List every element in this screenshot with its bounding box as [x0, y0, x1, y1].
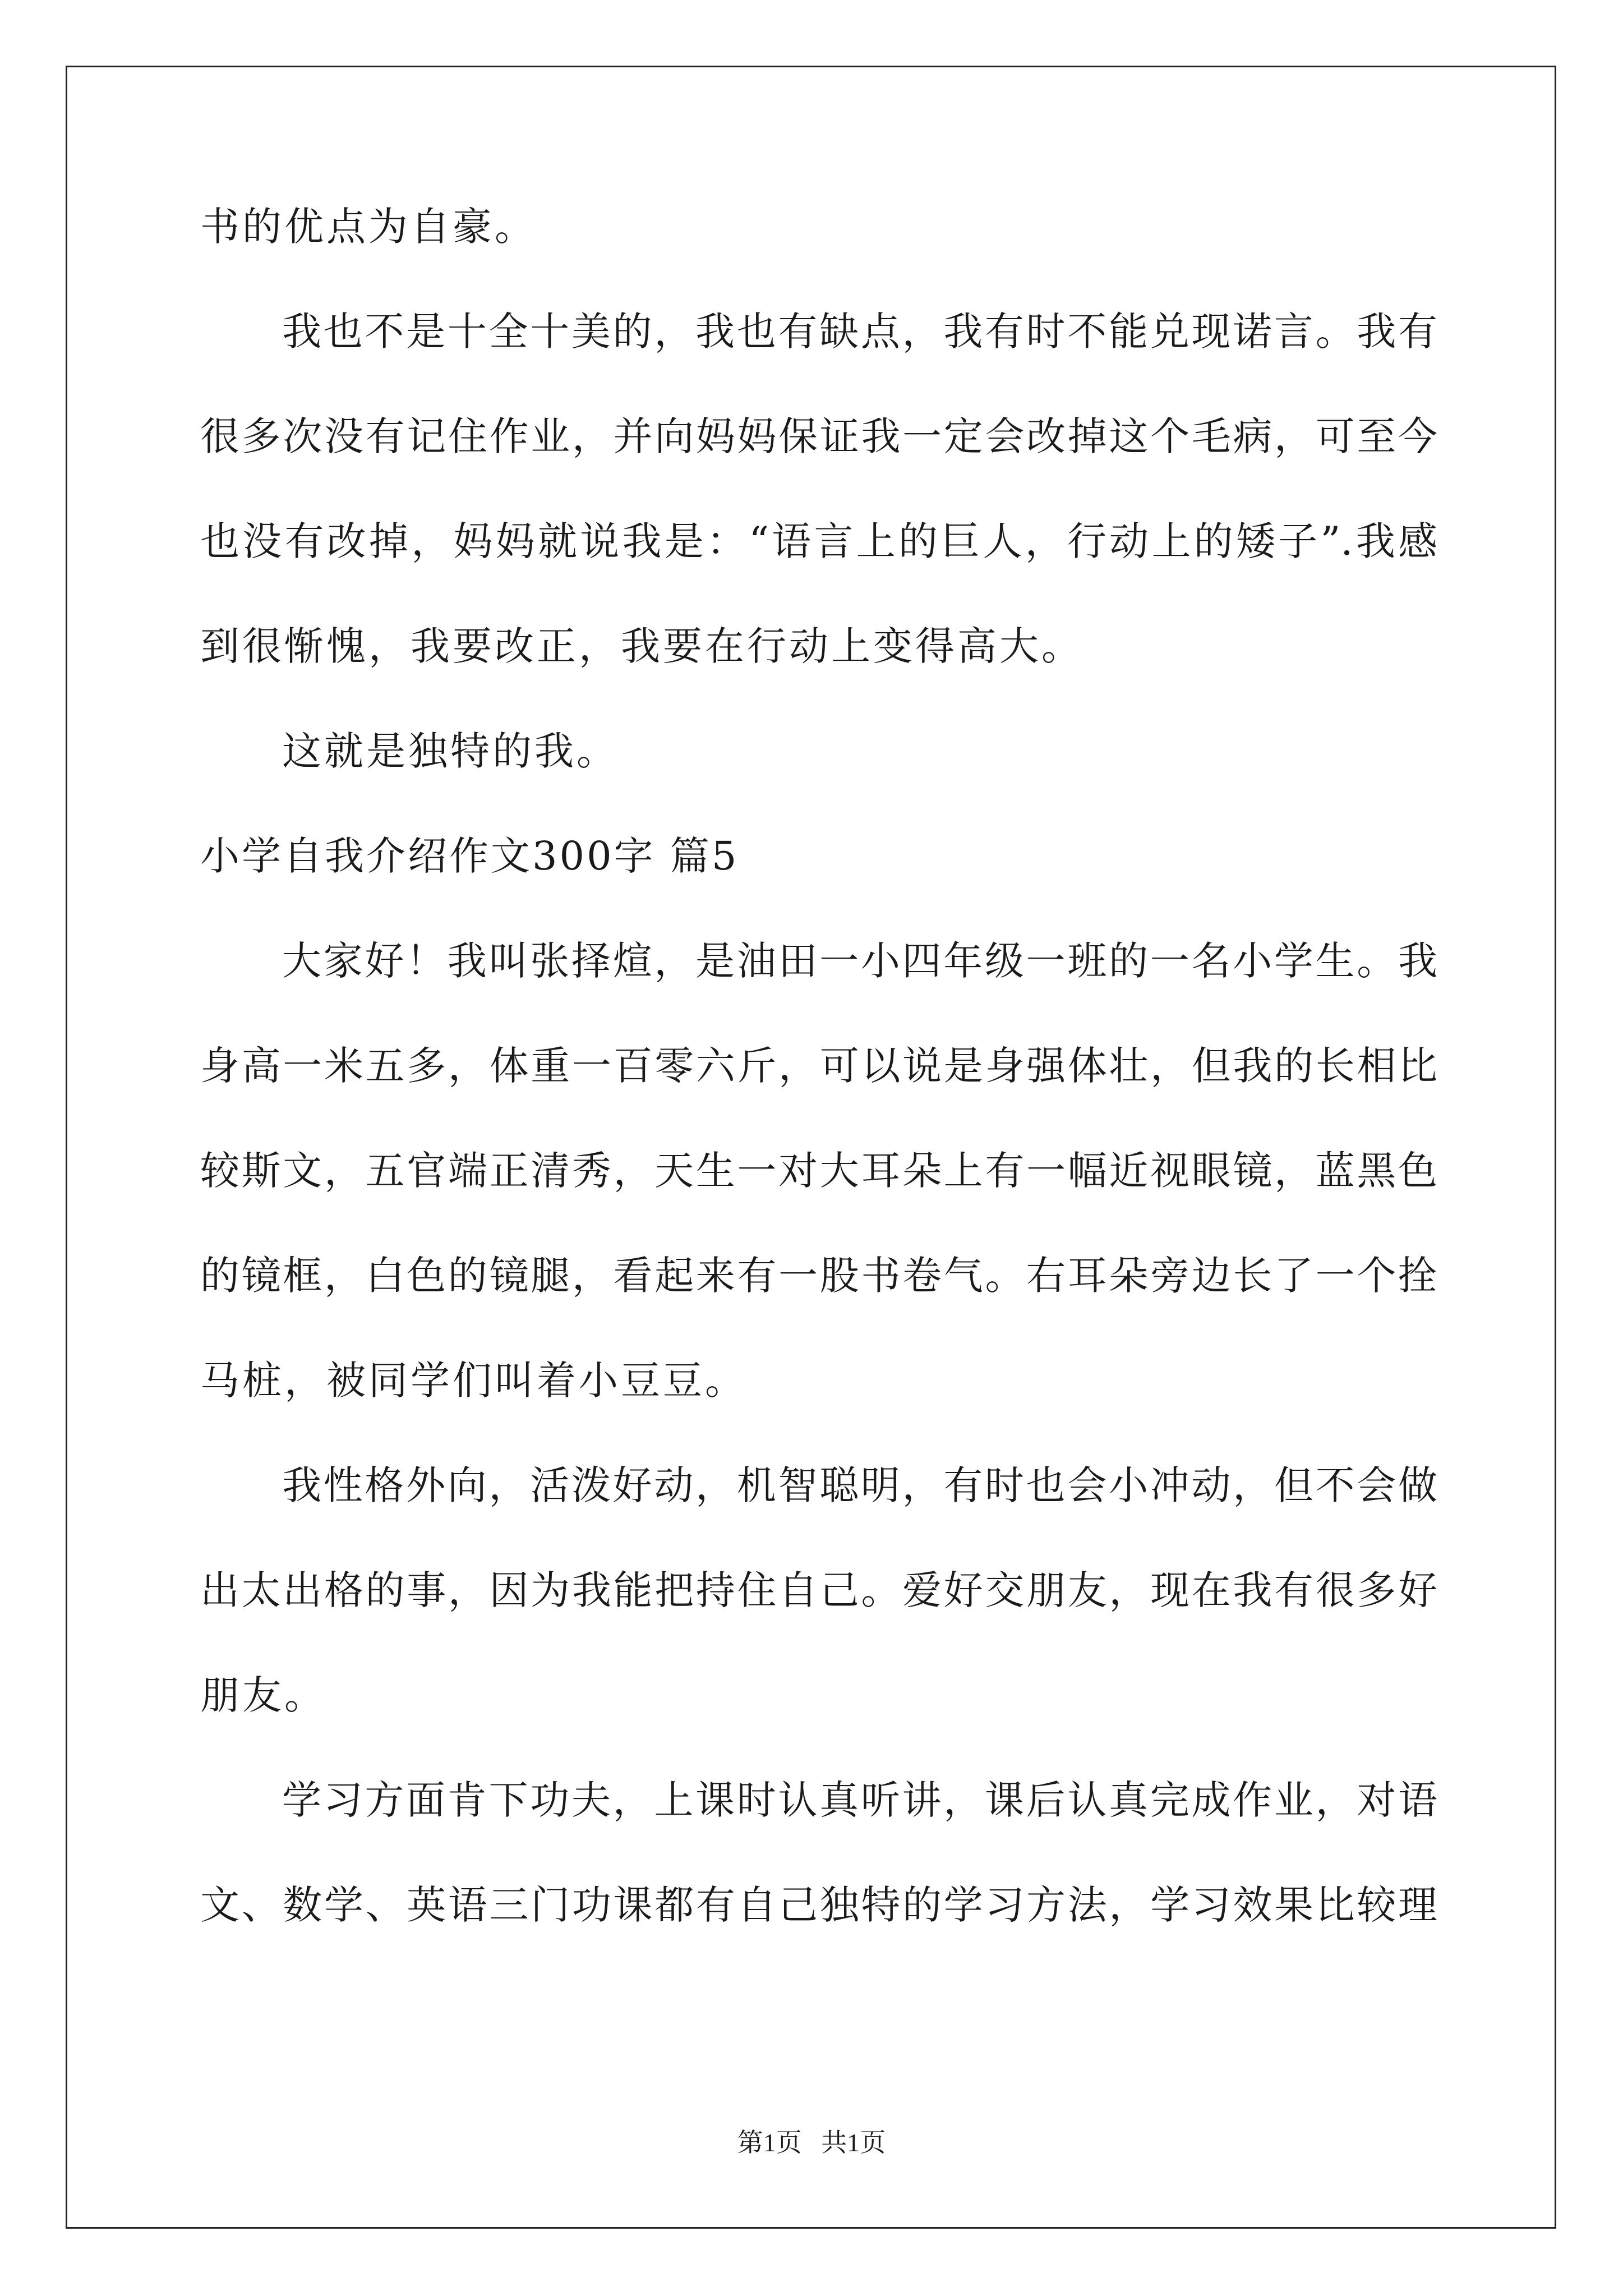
text-line: 马桩，被同学们叫着小豆豆。 [200, 1358, 747, 1404]
page-footer: 第1页 共1页 [737, 2128, 886, 2157]
text-line: 文、数学、英语三门功课都有自己独特的学习方法，学习效果比较理 [200, 1882, 1437, 1928]
paragraph-first-line: 我性格外向，活泼好动，机智聪明，有时也会小冲动，但不会做 [282, 1462, 1437, 1508]
paragraph-first-line: 这就是独特的我。 [282, 728, 619, 774]
paragraph-first-line: 学习方面肯下功夫，上课时认真听讲，课后认真完成作业，对语 [282, 1777, 1437, 1823]
section-heading: 小学自我介绍作文300字 篇5 [200, 833, 739, 879]
paragraph-first-line: 大家好！我叫张择煊，是油田一小四年级一班的一名小学生。我 [282, 938, 1437, 984]
text-line: 到很惭愧，我要改正，我要在行动上变得高大。 [200, 623, 1083, 669]
text-line: 也没有改掉，妈妈就说我是：“语言上的巨人，行动上的矮子”.我感 [200, 518, 1437, 564]
text-line: 出太出格的事，因为我能把持住自己。爱好交朋友，现在我有很多好 [200, 1567, 1437, 1613]
paragraph-first-line: 我也不是十全十美的，我也有缺点，我有时不能兑现诺言。我有 [282, 309, 1437, 355]
text-line: 身高一米五多，体重一百零六斤，可以说是身强体壮，但我的长相比 [200, 1043, 1437, 1089]
text-line: 很多次没有记住作业，并向妈妈保证我一定会改掉这个毛病，可至今 [200, 413, 1437, 459]
text-line: 朋友。 [200, 1672, 326, 1718]
text-line: 书的优点为自豪。 [200, 204, 537, 250]
text-line: 的镜框，白色的镜腿，看起来有一股书卷气。右耳朵旁边长了一个拴 [200, 1253, 1437, 1299]
text-line: 较斯文，五官端正清秀，天生一对大耳朵上有一幅近视眼镜，蓝黑色 [200, 1148, 1437, 1194]
